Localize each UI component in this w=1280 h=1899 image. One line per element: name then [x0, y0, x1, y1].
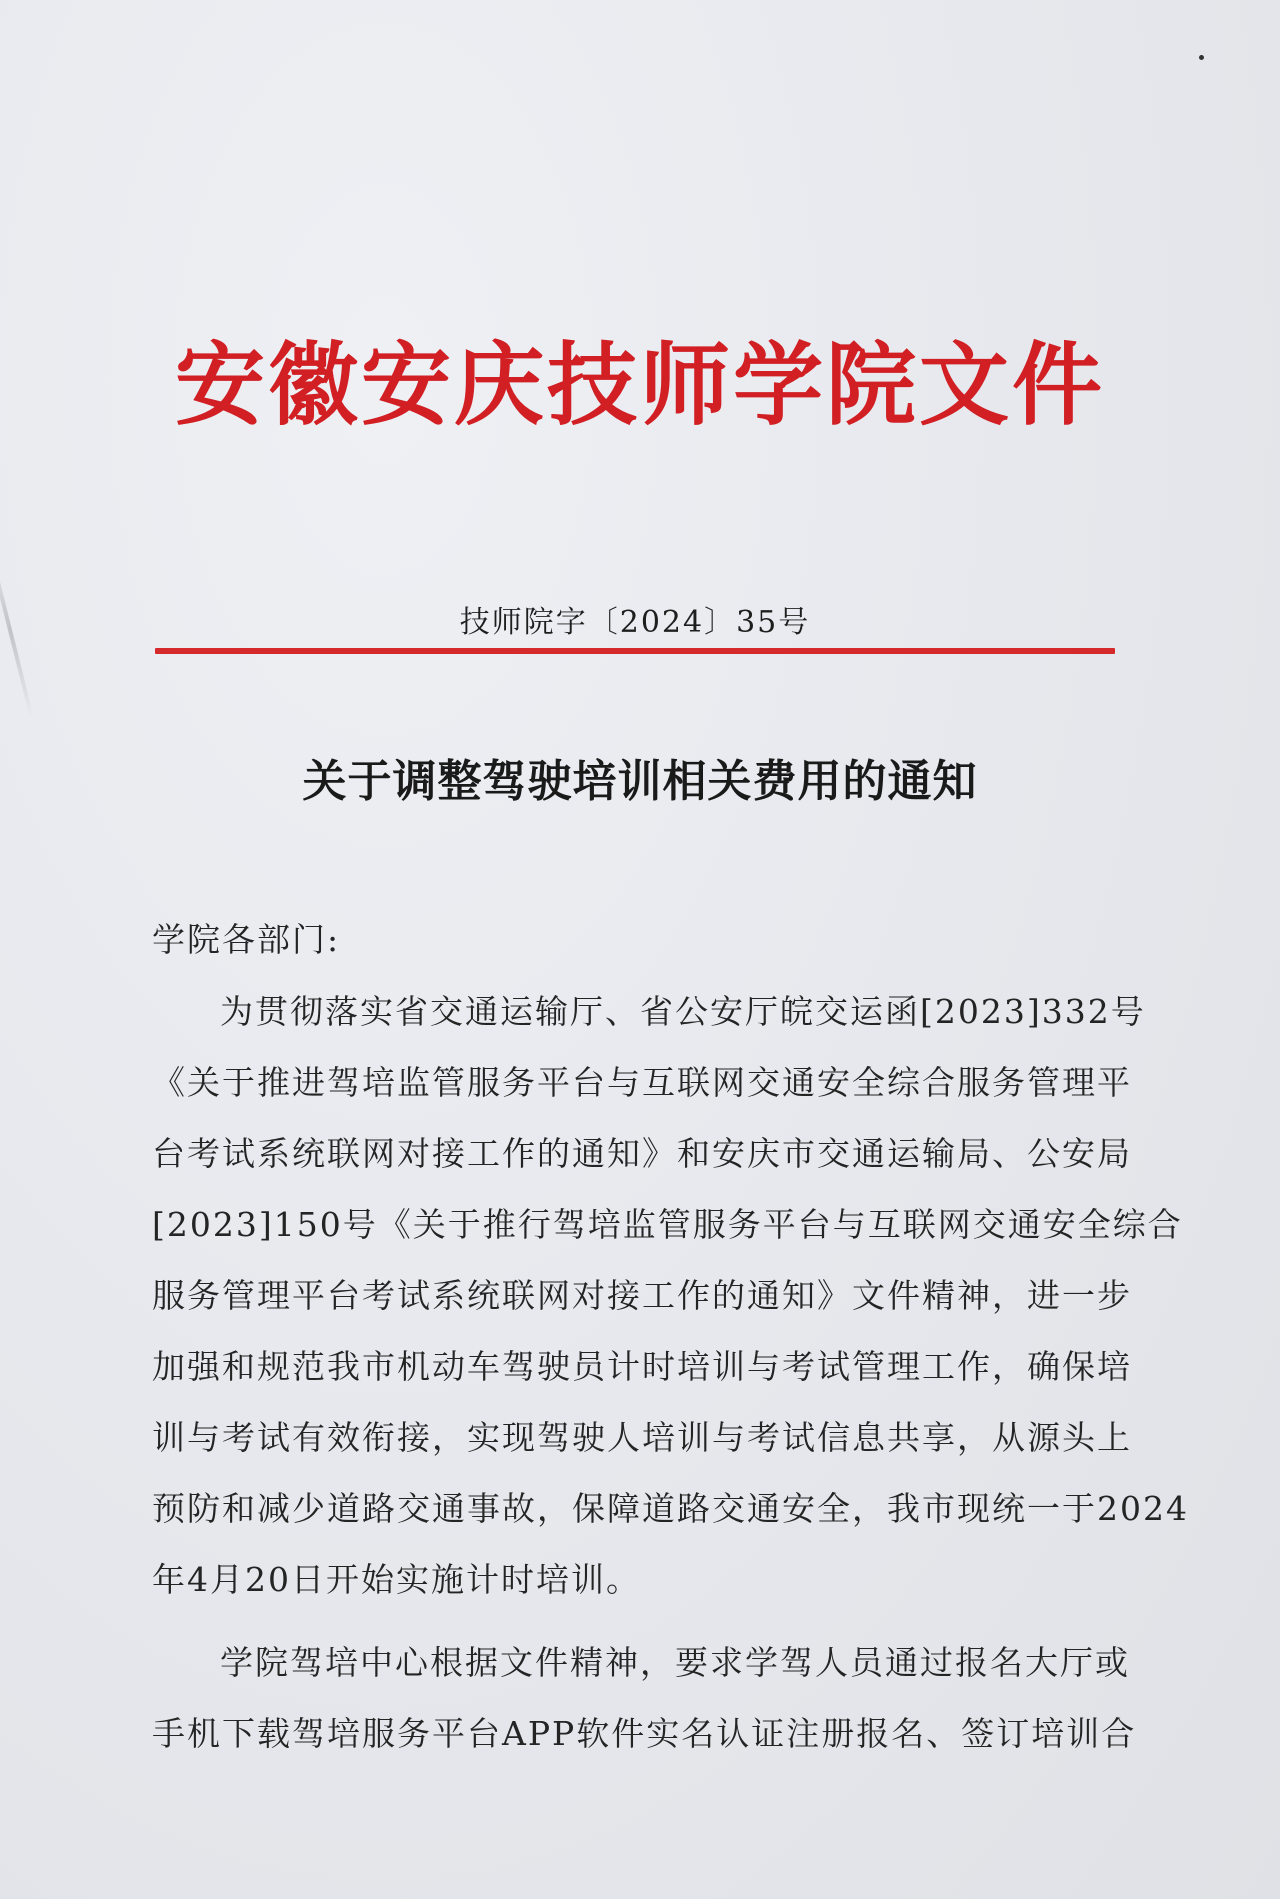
body-line: 台考试系统联网对接工作的通知》和安庆市交通运输局、公安局 [152, 1134, 1132, 1173]
body-line: 年4月20日开始实施计时培训。 [152, 1560, 641, 1599]
document-header: 安徽安庆技师学院文件 [175, 332, 1105, 438]
paper-crease [0, 542, 34, 718]
body-line: 预防和减少道路交通事故，保障道路交通安全，我市现统一于2024 [152, 1489, 1189, 1528]
red-divider-line [155, 648, 1115, 654]
body-line: 加强和规范我市机动车驾驶员计时培训与考试管理工作，确保培 [152, 1347, 1132, 1386]
body-line: 手机下载驾培服务平台APP软件实名认证注册报名、签订培训合 [152, 1714, 1137, 1753]
body-line: 服务管理平台考试系统联网对接工作的通知》文件精神，进一步 [152, 1276, 1132, 1315]
body-line: 为贯彻落实省交通运输厅、省公安厅皖交运函[2023]332号 [220, 992, 1146, 1031]
document-title: 关于调整驾驶培训相关费用的通知 [302, 756, 978, 807]
paper-speck [1199, 55, 1204, 60]
document-number: 技师院字〔2024〕35号 [459, 605, 811, 640]
body-line: [2023]150号《关于推行驾培监管服务平台与互联网交通安全综合 [152, 1205, 1183, 1244]
salutation: 学院各部门: [152, 920, 341, 959]
body-line: 《关于推进驾培监管服务平台与互联网交通安全综合服务管理平 [152, 1063, 1132, 1102]
body-line: 学院驾培中心根据文件精神，要求学驾人员通过报名大厅或 [220, 1643, 1130, 1682]
body-line: 训与考试有效衔接，实现驾驶人培训与考试信息共享，从源头上 [152, 1418, 1132, 1457]
